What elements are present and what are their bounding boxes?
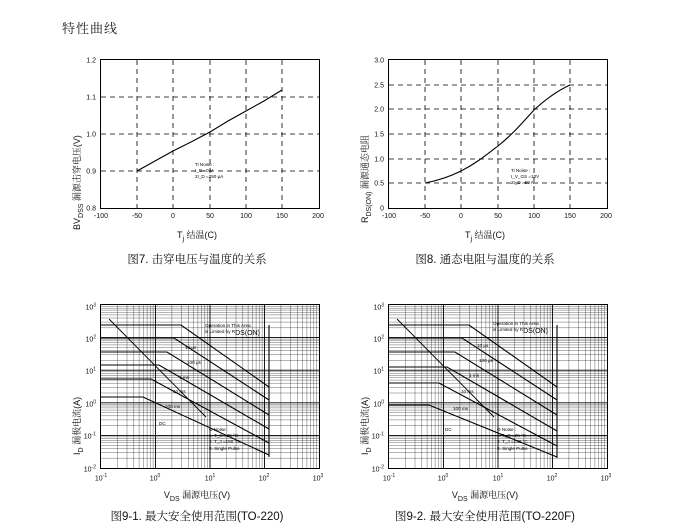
figure-9-1-xtick: $10^3$ [312, 473, 324, 483]
figure-9-2-conditions-note: Θ Noise : 1. T_C =25 °C 2. T_J =150 °C 3. Single Pulse [497, 427, 528, 451]
figure-7-caption: 图7. 击穿电压与温度的关系 [127, 254, 267, 266]
figure-9-2-curve-label: 1 ms [469, 373, 479, 378]
figure-9-1-x-axis-title: $V_{DS}$ 漏源电压(V) [163, 490, 231, 503]
figure-7-ytick: 0.9 [86, 168, 96, 176]
figure-8-ytick: 0.5 [374, 180, 384, 188]
figure-7-ytick: 0.8 [86, 205, 96, 213]
figure-7-xtick: 200 [312, 213, 324, 220]
figure-8-caption: 图8. 通态电阻与温度的关系 [415, 254, 555, 266]
figure-9-1 [62, 300, 332, 523]
figure-9-1-xtick: $10^2$ [258, 473, 270, 483]
figure-9-2-curve-label: 100 μs [479, 358, 493, 363]
figure-9-2-xtick: $10^0$ [437, 473, 449, 483]
figure-9-2-y-axis-title: $I_D$ 漏极电流(A) [360, 396, 373, 455]
figure-7 [62, 55, 332, 265]
figure-9-1-region-note: Operation in This Area is Limited by RDS(ON) [205, 323, 261, 338]
figure-9-2-x-axis-title: $V_{DS}$ 漏源电压(V) [451, 490, 519, 503]
figure-9-1-caption: 图9-1. 最大安全使用范围(TO-220) [110, 511, 284, 523]
figure-8 [350, 55, 620, 265]
figure-9-2-curve-label: 10 ms [461, 389, 474, 394]
figure-7-xtick: 100 [240, 213, 252, 220]
figure-7-y-axis-title: $BV_{DSS}$ 漏源击穿电压(V) [72, 135, 85, 230]
figure-9-1-ytick: $10^0$ [85, 399, 96, 409]
figure-8-ytick: 2.0 [374, 106, 384, 114]
figure-8-xtick: 0 [459, 213, 463, 220]
figure-9-1-plot [100, 304, 320, 469]
figure-9-1-xtick: $10^{-1}$ [94, 473, 108, 483]
figure-9-2-ytick: $10^{-1}$ [371, 431, 384, 441]
figure-8-plot [388, 59, 608, 209]
figure-8-xtick: 200 [600, 213, 612, 220]
figure-8-xtick: -50 [419, 213, 431, 220]
figure-9-1-ytick: $10^{-2}$ [83, 464, 96, 474]
figure-8-ytick: 1.5 [374, 131, 384, 139]
figure-9-1-ytick: $10^3$ [85, 302, 96, 312]
figure-7-xtick: 50 [206, 213, 214, 220]
figure-8-xtick: 150 [564, 213, 576, 220]
figure-8-xtick: 50 [494, 213, 502, 220]
figure-9-1-curve-label: 10 μs [185, 345, 197, 350]
figure-9-1-curve-label: 1 ms [179, 375, 189, 380]
figure-9-1-curve-label: 100 ms [165, 404, 181, 409]
figure-9-2-xtick: $10^3$ [600, 473, 612, 483]
figure-8-ytick: 3.0 [374, 57, 384, 65]
figure-9-2-ytick: $10^2$ [373, 334, 384, 344]
figure-7-plot [100, 59, 320, 209]
figure-8-x-axis-title: $T_j$ 结温(C) [464, 230, 506, 243]
figure-7-ytick: 1.2 [86, 57, 96, 65]
figure-7-xtick: -100 [93, 213, 109, 220]
figure-9-2 [350, 300, 620, 523]
figure-9-2-ytick: $10^0$ [373, 399, 384, 409]
figure-7-x-axis-title: $T_j$ 结温(C) [176, 230, 218, 243]
figure-9-2-plot [388, 304, 608, 469]
figure-9-2-xtick: $10^1$ [492, 473, 504, 483]
figure-8-xtick: 100 [528, 213, 540, 220]
figure-9-1-ytick: $10^2$ [85, 334, 96, 344]
figure-9-1-curve-label: DC [159, 421, 166, 426]
figure-7-conditions-note: Ti Noise : I_D =0 V 2I_D =250 µA [195, 162, 224, 180]
figure-7-svg [101, 60, 319, 208]
figure-9-2-curve-label: DC [445, 427, 452, 432]
figure-9-2-curve-label: 10 μs [477, 343, 489, 348]
figure-9-1-ytick: $10^1$ [85, 366, 96, 376]
figure-9-2-ytick: $10^1$ [373, 366, 384, 376]
figure-8-xtick: -100 [381, 213, 397, 220]
page-title: 特性曲线 [62, 21, 119, 36]
figure-9-1-y-axis-title: $I_D$ 漏极电流(A) [72, 396, 85, 455]
figure-7-xtick: 0 [171, 213, 175, 220]
figure-8-svg [389, 60, 607, 208]
figure-9-2-ytick: $10^{-2}$ [371, 464, 384, 474]
figure-9-1-xtick: $10^0$ [149, 473, 161, 483]
figure-7-ytick: 1.1 [86, 94, 96, 102]
figure-9-2-caption: 图9-2. 最大安全使用范围(TO-220F) [395, 511, 575, 523]
figure-9-2-xtick: $10^{-1}$ [382, 473, 396, 483]
figure-9-2-region-note: Operation in This Area is Limited by RDS(ON) [493, 321, 549, 336]
figure-7-xtick: -50 [131, 213, 143, 220]
figure-9-1-curve-label: 100 μs [187, 360, 201, 365]
figure-9-1-conditions-note: Θ Noise : 1. T_C =25 °C 2. T_J =150 °C 3. Single Pulse [209, 427, 240, 451]
figure-8-ytick: 0 [380, 205, 384, 213]
figure-7-ytick: 1.0 [86, 131, 96, 139]
figure-7-xtick: 150 [276, 213, 288, 220]
figure-8-y-axis-title: $R_{DS(ON)}$ 漏源通态电阻 [360, 135, 373, 223]
figure-9-1-ytick: $10^{-1}$ [83, 431, 96, 441]
figure-9-2-ytick: $10^3$ [373, 302, 384, 312]
figure-8-ytick: 1.0 [374, 156, 384, 164]
figure-9-1-xtick: $10^1$ [204, 473, 216, 483]
figure-9-2-xtick: $10^2$ [546, 473, 558, 483]
figure-9-2-curve-label: 100 ms [453, 406, 469, 411]
figure-8-conditions-note: Ti Noise : I_V_GS =10V 2I_D =50 A [511, 168, 540, 186]
figure-8-ytick: 2.5 [374, 82, 384, 90]
figure-9-1-curve-label: 10 ms [173, 389, 186, 394]
